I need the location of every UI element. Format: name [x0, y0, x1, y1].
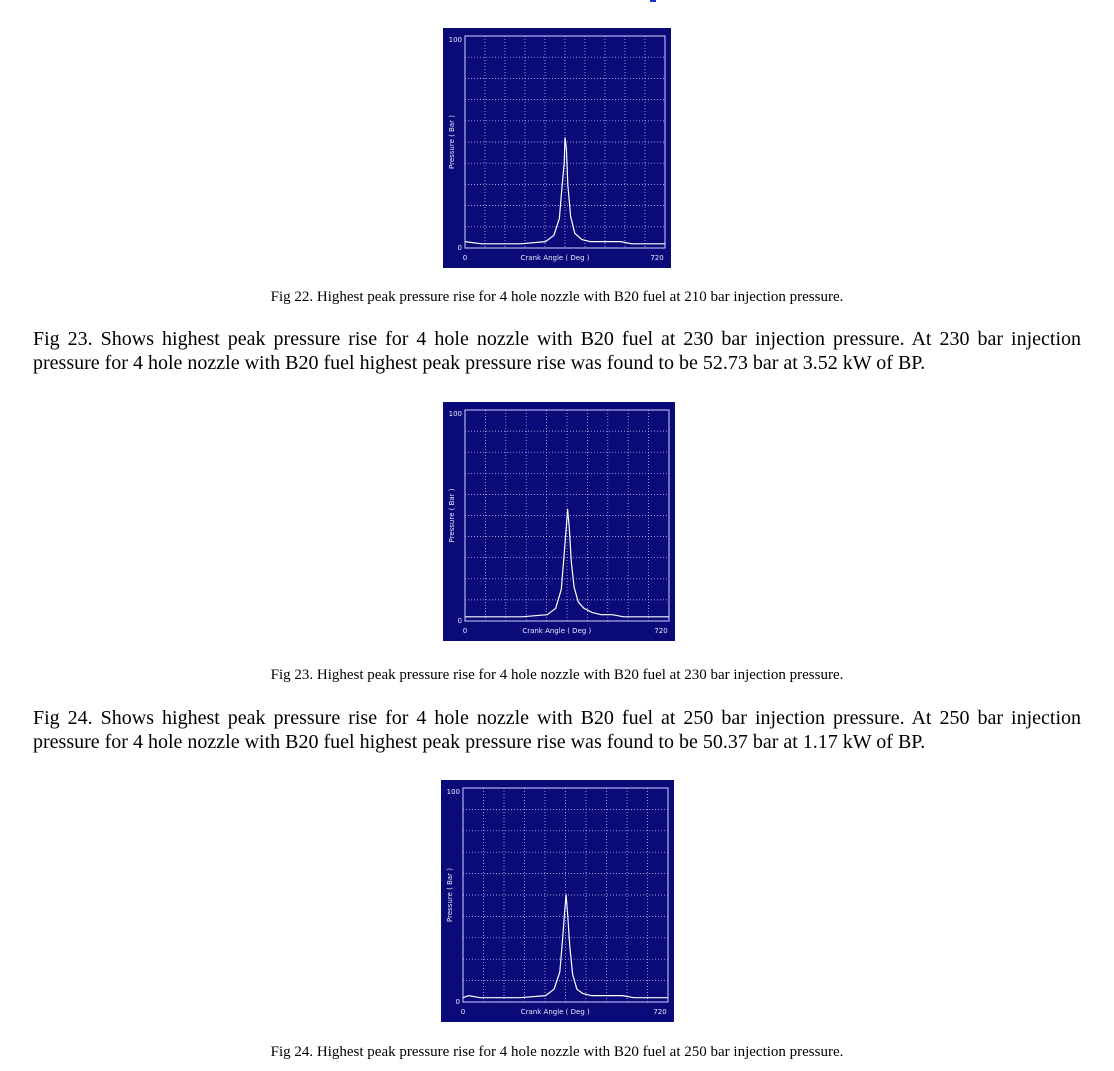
y-axis-label: Pressure ( Bar )	[448, 115, 456, 169]
paragraph-fig-24: Fig 24. Shows highest peak pressure rise for 4 hole nozzle with B20 fuel at 250 bar injection pressure. At 250 bar injection pressure for 4 hole nozzle with B20 fuel highest peak pressure rise was found to be 50.37 bar at 1.17 kW of BP.	[33, 707, 1081, 753]
y-axis-label: Pressure ( Bar )	[448, 488, 456, 543]
figure-24-chart	[441, 780, 674, 1022]
x-tick-label: 720	[650, 254, 664, 262]
figure-23-caption: Fig 23. Highest peak pressure rise for 4 hole nozzle with B20 fuel at 230 bar injection pressure.	[270, 667, 844, 683]
x-tick-label: 0	[460, 1008, 466, 1016]
paragraph-fig-23: Fig 23. Shows highest peak pressure rise for 4 hole nozzle with B20 fuel at 230 bar injection pressure. At 230 bar injection pressure for 4 hole nozzle with B20 fuel highest peak pressure rise was found to be 52.73 bar at 3.52 kW of BP.	[33, 328, 1081, 374]
x-axis-label: Crank Angle ( Deg )	[522, 627, 592, 635]
figure-22-plot	[443, 28, 671, 268]
y-tick-label: 100	[446, 788, 460, 796]
pressure-trace-line	[465, 138, 665, 244]
y-axis-label: Pressure ( Bar )	[446, 868, 454, 922]
y-tick-label: 0	[455, 998, 460, 1006]
x-tick-label: 0	[462, 254, 468, 262]
figure-23-plot	[443, 402, 675, 641]
y-tick-label: 0	[457, 244, 462, 252]
figure-22-chart	[443, 28, 671, 268]
page-header-mark	[650, 0, 656, 2]
x-axis-label: Crank Angle ( Deg )	[520, 254, 590, 262]
x-tick-label: 0	[462, 627, 468, 635]
x-tick-label: 720	[654, 627, 668, 635]
x-axis-label: Crank Angle ( Deg )	[520, 1008, 590, 1016]
y-tick-label: 0	[457, 617, 462, 625]
y-tick-label: 100	[448, 36, 462, 44]
figure-22-caption: Fig 22. Highest peak pressure rise for 4 hole nozzle with B20 fuel at 210 bar injection pressure.	[270, 289, 844, 305]
y-tick-label: 100	[448, 410, 462, 418]
figure-24-plot	[441, 780, 674, 1022]
pressure-trace-line	[463, 895, 668, 998]
figure-23-chart	[443, 402, 675, 641]
x-tick-label: 720	[653, 1008, 667, 1016]
figure-24-caption: Fig 24. Highest peak pressure rise for 4 hole nozzle with B20 fuel at 250 bar injection pressure.	[270, 1044, 844, 1060]
